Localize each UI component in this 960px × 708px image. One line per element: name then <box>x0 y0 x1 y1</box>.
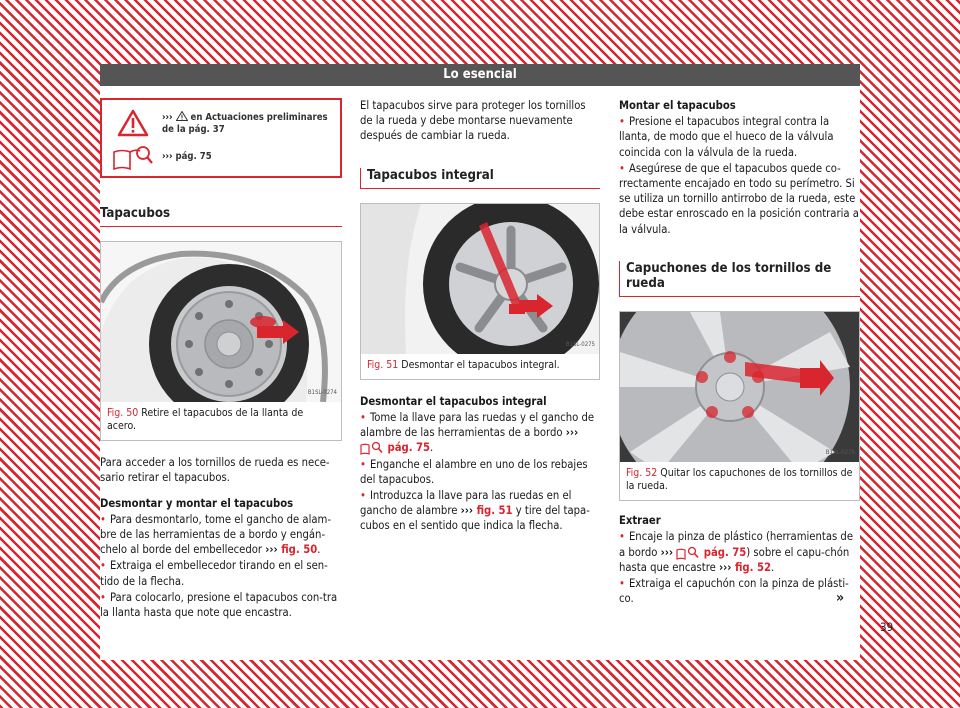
warning-row-1 <box>110 108 334 138</box>
figure-50-caption: Fig. 50 Retire el tapacubos de la llanta de acero. <box>107 407 304 433</box>
figure-50 <box>100 241 342 441</box>
column-3 <box>619 98 860 606</box>
figure-52-caption: Fig. 52 Quitar los capuchones de los tornillos de la rueda. <box>626 467 853 493</box>
col3-subheading-1: Montar el tapacubos <box>619 99 736 112</box>
wheel-steel-photo <box>101 242 341 402</box>
warning-triangle-icon <box>110 108 156 138</box>
col3-bullet-4: • Extraiga el capuchón con la pinza de plásti-co. <box>619 576 860 606</box>
col1-intro: Para acceder a los tornillos de rueda es nece-sario retirar el tapacubos. <box>100 456 330 485</box>
book-wrench-icon <box>110 142 156 172</box>
col2-subheading: Desmontar el tapacubos integral <box>360 394 547 408</box>
col2-intro: El tapacubos sirve para proteger los tornillos de la rueda y debe montarse nuevamente después de cambiar la rueda. <box>360 99 586 143</box>
col1-subheading: Desmontar y montar el tapacubos <box>100 496 294 510</box>
fig-52-link[interactable]: fig. 52 <box>731 560 771 574</box>
continue-mark: » <box>836 590 845 606</box>
warning-row-2-text: ››› pág. 75 <box>162 151 212 162</box>
col3-subheading-2: Extraer <box>619 514 661 528</box>
fig-51-link[interactable]: fig. 51 <box>473 504 513 518</box>
warning-row-2 <box>110 142 334 172</box>
section-heading-tapacubos: Tapacubos <box>100 206 342 227</box>
pag-75-link[interactable]: pág. 75 <box>700 545 747 559</box>
figure-52 <box>619 311 860 501</box>
figure-code: B1SL-0276 <box>825 449 855 457</box>
wheel-alloy-photo <box>620 312 859 462</box>
column-2 <box>360 98 600 534</box>
figure-code: B1SL-0275 <box>565 340 595 348</box>
column-1 <box>100 98 342 620</box>
col3-bullet-1: • Presione el tapacubos integral contra la llanta, de modo que el hueco de la válvula coincida con la válvula de la rueda. <box>619 114 860 160</box>
figure-51 <box>360 203 600 380</box>
col2-bullet-2: • Enganche el alambre en uno de los rebajes del tapacubos. <box>360 457 600 487</box>
pag-75-link[interactable]: pág. 75 <box>384 441 431 455</box>
book-wrench-icon <box>360 441 384 455</box>
figure-51-caption: Fig. 51 Desmontar el tapacubos integral. <box>367 358 560 371</box>
chapter-header: Lo esencial <box>100 64 860 86</box>
fig-50-link[interactable]: fig. 50 <box>277 543 318 557</box>
col1-bullet-3: • Para colocarlo, presione el tapacubos con-tra la llanta hasta que note que encastra. <box>100 590 342 620</box>
col3-bullet-2: • Asegúrese de que el tapacubos quede co-rrectamente encajado en todo su perímetro. Si se utiliza un tornillo antirrobo de la rueda, este debe estar enroscado en la posición contraria a la válvula. <box>619 161 860 237</box>
section-heading-tapacubos-integral: Tapacubos integral <box>360 168 600 189</box>
col2-bullet-1: • Tome la llave para las ruedas y el gancho de alambre de las herramientas de a bordo ››› pág. 75. <box>360 410 600 456</box>
book-wrench-icon <box>676 546 700 560</box>
wheel-integral-photo <box>361 204 599 354</box>
col1-bullet-1: • Para desmontarlo, tome el gancho de alam-bre de las herramientas de a bordo y engán-chelo al borde del embellecedor ››› fig. 50. <box>100 512 342 558</box>
col1-bullet-2: • Extraiga el embellecedor tirando en el sen-tido de la flecha. <box>100 558 342 588</box>
col3-bullet-3: • Encaje la pinza de plástico (herramientas de a bordo ››› pág. 75) sobre el capu-chón hasta que encastre ››› fig. 52. <box>619 529 860 575</box>
warning-row-1-text: ››› en Actuaciones preliminares de la pág. 37 <box>162 111 328 135</box>
col2-bullet-3: • Introduzca la llave para las ruedas en el gancho de alambre ››› fig. 51 y tire del tapa-cubos en el sentido que indica la flecha. <box>360 488 600 534</box>
page-number: 39 <box>880 620 894 634</box>
section-heading-capuchones: Capuchones de los tornillos de rueda <box>619 261 860 297</box>
small-warning-icon <box>176 111 188 121</box>
warning-box <box>100 98 342 178</box>
figure-code: B1SL-0274 <box>307 389 337 396</box>
